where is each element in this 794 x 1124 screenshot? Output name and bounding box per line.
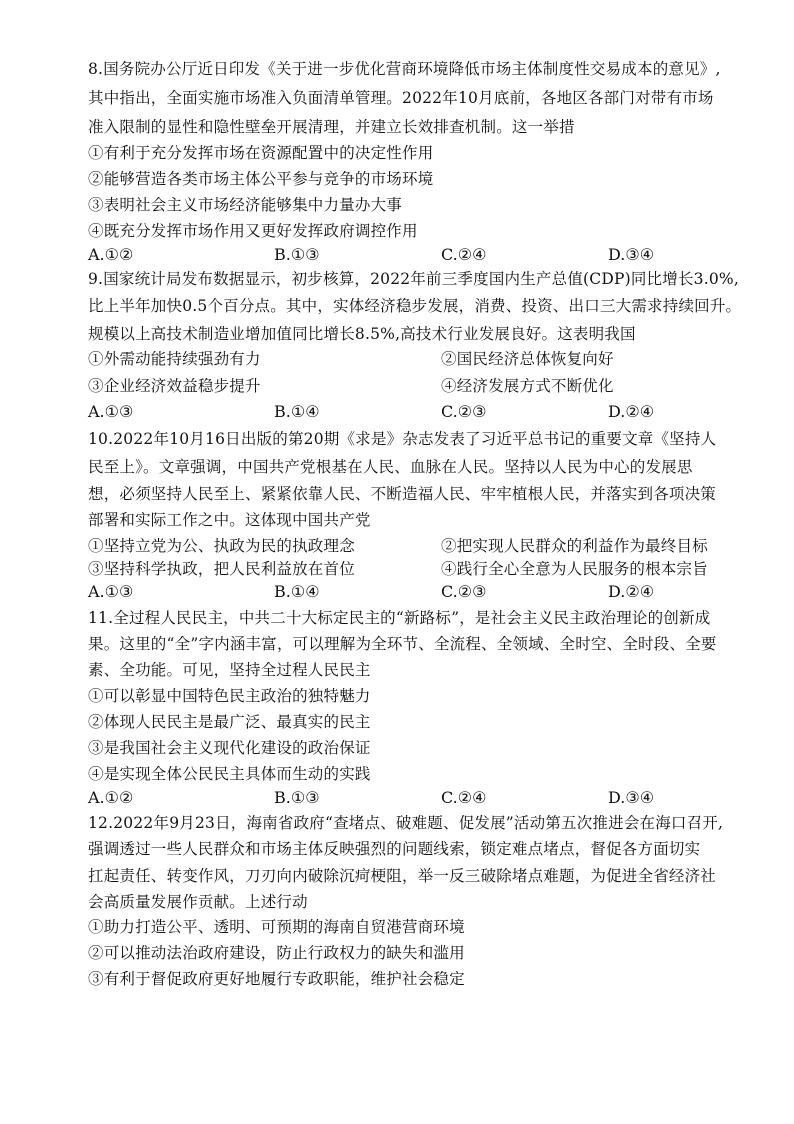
question-stem-line: 8.国务院办公厅近日印发《关于进一步优化营商环境降低市场主体制度性交易成本的意见》, <box>88 60 721 78</box>
question-stem-line: 准入限制的显性和隐性壁垒开展清理，并建立长效排查机制。这一举措 <box>88 118 575 136</box>
question-stem-line: 其中指出，全面实施市场准入负面清单管理。2022年10月底前，各地区各部门对带有市场 <box>88 89 714 107</box>
statement: ①有利于充分发挥市场在资源配置中的决定性作用 <box>88 144 434 162</box>
statement: ②体现人民民主是最广泛、最真实的民主 <box>88 713 371 731</box>
statement: ②把实现人民群众的利益作为最终目标 <box>441 537 708 555</box>
option-d: D.③④ <box>608 788 655 807</box>
option-a: A.①③ <box>88 582 134 601</box>
question-stem-line: 素、全功能。可见，坚持全过程人民民主 <box>88 661 371 679</box>
statement: ④是实现全体公民民主具体而生动的实践 <box>88 765 371 783</box>
question-stem-line: 规模以上高技术制造业增加值同比增长8.5%,高技术行业发展良好。这表明我国 <box>88 325 636 343</box>
statement: ④践行全心全意为人民服务的根本宗旨 <box>441 560 708 578</box>
statement: ①坚持立党为公、执政为民的执政理念 <box>88 537 355 555</box>
statement: ③有利于督促政府更好地履行专政职能，维护社会稳定 <box>88 970 465 988</box>
option-a: A.①② <box>88 245 134 264</box>
statement: ①外需动能持续强劲有力 <box>88 350 261 368</box>
question-stem-line: 果。这里的“全”字内涵丰富，可以理解为全环节、全流程、全领域、全时空、全时段、全要 <box>88 635 717 653</box>
statement: ②能够营造各类市场主体公平参与竞争的市场环境 <box>88 170 434 188</box>
statement: ②可以推动法治政府建设，防止行政权力的缺失和滥用 <box>88 944 465 962</box>
question-stem-line: 10.2022年10月16日出版的第20期《求是》杂志发表了习近平总书记的重要文章《坚持人 <box>88 430 717 448</box>
option-d: D.②④ <box>608 582 655 601</box>
statement: ④经济发展方式不断优化 <box>441 377 614 395</box>
question-stem-line: 想，必须坚持人民至上、紧紧依靠人民、不断造福人民、牢牢植根人民，并落实到各项决策 <box>88 485 717 503</box>
question-stem-line: 11.全过程人民民主，中共二十大标定民主的“新路标”，是社会主义民主政治理论的创新成 <box>88 609 711 627</box>
question-stem-line: 部署和实际工作之中。这体现中国共产党 <box>88 511 371 529</box>
statement: ③坚持科学执政，把人民利益放在首位 <box>88 560 355 578</box>
question-stem-line: 扛起责任、转变作风，刀刃向内破除沉疴梗阻，举一反三破除堵点难题，为促进全省经济社 <box>88 867 717 885</box>
option-b: B.①③ <box>274 245 320 264</box>
statement: ②国民经济总体恢复向好 <box>441 350 614 368</box>
option-c: C.②③ <box>441 582 487 601</box>
statement: ①助力打造公平、透明、可预期的海南自贸港营商环境 <box>88 918 465 936</box>
option-c: C.②④ <box>441 245 487 264</box>
option-b: B.①④ <box>274 402 320 421</box>
option-a: A.①② <box>88 788 134 807</box>
option-b: B.①③ <box>274 788 320 807</box>
statement: ①可以彰显中国特色民主政治的独特魅力 <box>88 687 371 705</box>
option-a: A.①③ <box>88 402 134 421</box>
question-stem-line: 会高质量发展作贡献。上述行动 <box>88 893 308 911</box>
option-d: D.③④ <box>608 245 655 264</box>
question-stem-line: 强调透过一些人民群众和市场主体反映强烈的问题线索，锁定难点堵点，督促各方面切实 <box>88 840 701 858</box>
option-d: D.②④ <box>608 402 655 421</box>
option-c: C.②④ <box>441 788 487 807</box>
statement: ④既充分发挥市场作用又更好发挥政府调控作用 <box>88 222 418 240</box>
option-c: C.②③ <box>441 402 487 421</box>
statement: ③表明社会主义市场经济能够集中力量办大事 <box>88 196 403 214</box>
question-stem-line: 12.2022年9月23日，海南省政府“查堵点、破难题、促发展”活动第五次推进会在海口召开, <box>88 814 724 832</box>
statement: ③是我国社会主义现代化建设的政治保证 <box>88 739 371 757</box>
question-stem-line: 9.国家统计局发布数据显示，初步核算，2022年前三季度国内生产总值(CDP)同比增长3.0%, <box>88 270 739 288</box>
question-stem-line: 民至上》。文章强调，中国共产党根基在人民、血脉在人民。坚持以人民为中心的发展思 <box>88 458 693 476</box>
option-b: B.①④ <box>274 582 320 601</box>
question-stem-line: 比上半年加快0.5个百分点。其中，实体经济稳步发展，消费、投资、出口三大需求持续回升。 <box>88 297 742 315</box>
statement: ③企业经济效益稳步提升 <box>88 377 261 395</box>
